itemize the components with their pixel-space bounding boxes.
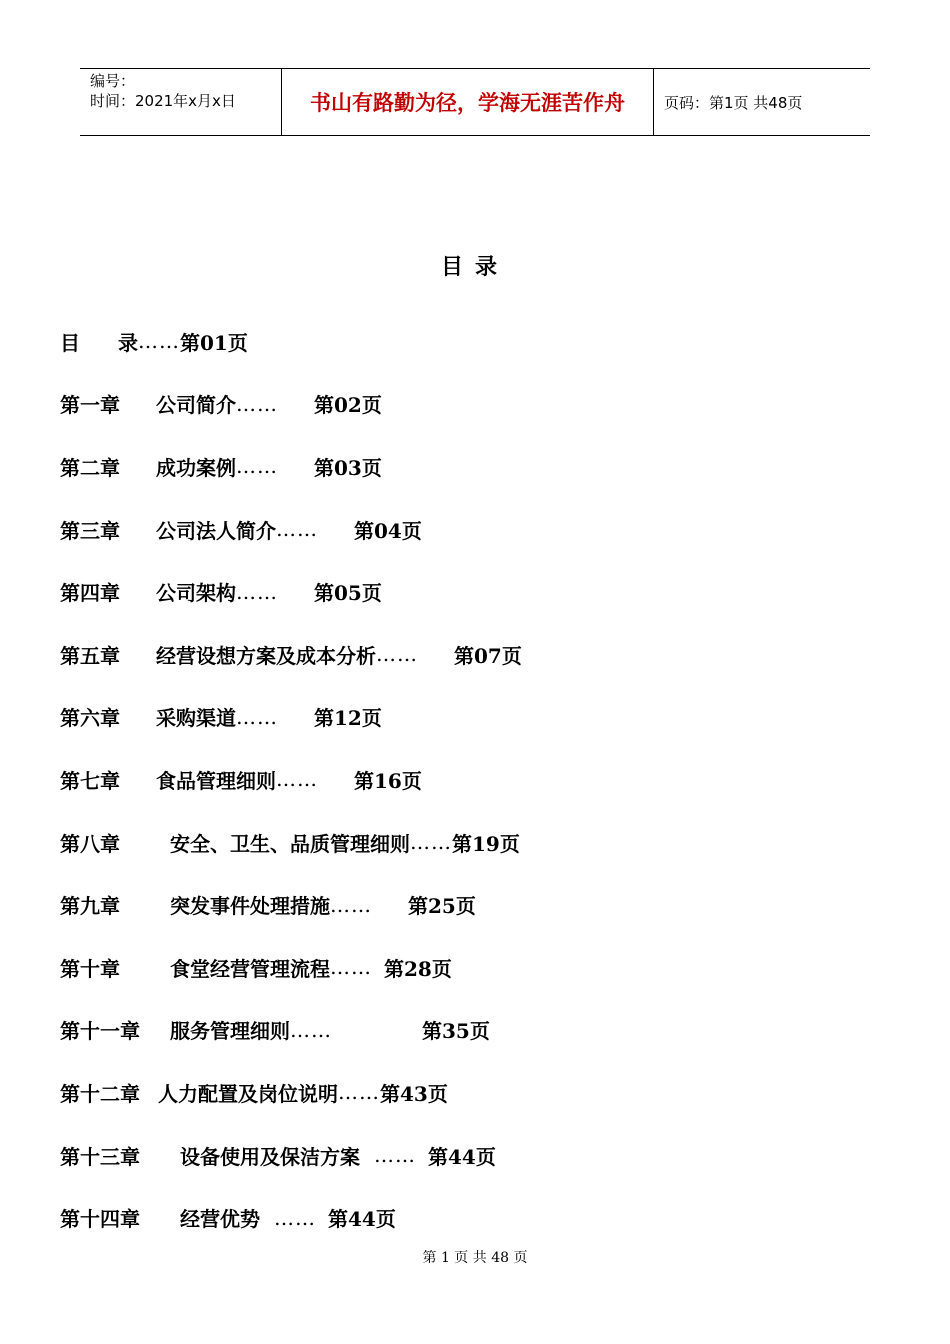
toc-chapter-number: 第二章: [60, 455, 120, 480]
toc-entry: [60, 373, 820, 436]
toc-chapter-title: 采购渠道: [156, 706, 236, 731]
toc-leader-dots: ……: [236, 454, 278, 479]
toc-entry: [60, 1124, 820, 1187]
document-number-label: 编号：: [90, 72, 136, 90]
toc-entry: [60, 811, 820, 874]
toc-page-number: 第02页: [314, 393, 382, 418]
toc-page-number: 第44页: [428, 1144, 496, 1169]
document-time-label: 时间：2021年x月x日: [90, 92, 236, 110]
toc-page-number: 第35页: [422, 1019, 490, 1044]
page-footer: 第 1 页 共 48 页: [422, 1250, 528, 1266]
header-page-info: 页码：第1页 共48页: [664, 93, 803, 112]
toc-leader-dots: ……: [236, 579, 278, 604]
toc-entry: [60, 435, 820, 498]
toc-chapter-number: 第三章: [60, 518, 120, 543]
toc-chapter-number: 第十二章: [60, 1081, 140, 1106]
toc-chapter-title: 成功案例: [156, 455, 236, 480]
toc-entry: [60, 560, 820, 623]
toc-chapter-title: 安全、卫生、品质管理细则: [170, 831, 410, 856]
toc-entry: [60, 936, 820, 999]
toc-entry: [60, 310, 820, 373]
toc-leader-dots: ……: [410, 830, 452, 855]
toc-page-number: 第03页: [314, 455, 382, 480]
toc-chapter-title: 公司架构: [156, 581, 236, 606]
toc-entry: [60, 873, 820, 936]
toc-chapter-title: 服务管理细则: [170, 1019, 290, 1044]
toc-title: 目录: [440, 254, 509, 280]
toc-leader-dots: ……: [338, 1080, 380, 1105]
toc-page-number: 第19页: [452, 831, 520, 856]
toc-page-number: 第25页: [408, 894, 476, 919]
toc-entry: [60, 748, 820, 811]
toc-chapter-title: 录: [118, 330, 138, 355]
toc-leader-dots: ……: [290, 1017, 332, 1042]
toc-page-number: 第43页: [380, 1081, 448, 1106]
toc-entry: [60, 498, 820, 561]
toc-leader-dots: ……: [274, 1205, 316, 1230]
toc-chapter-title: 突发事件处理措施: [170, 894, 330, 919]
toc-chapter-number: 第八章: [60, 831, 120, 856]
toc-leader-dots: ……: [276, 767, 318, 792]
toc-page-number: 第05页: [314, 581, 382, 606]
toc-chapter-number: 第十章: [60, 956, 120, 981]
toc-leader-dots: ……: [236, 391, 278, 416]
toc-entry: [60, 1186, 820, 1249]
toc-page-number: 第16页: [354, 768, 422, 793]
toc-chapter-title: 公司简介: [156, 393, 236, 418]
toc-page-number: 第28页: [384, 956, 452, 981]
toc-page-number: 第12页: [314, 706, 382, 731]
toc-leader-dots: ……: [276, 517, 318, 542]
header-meta: [80, 69, 282, 135]
toc-chapter-number: 第十三章: [60, 1144, 140, 1169]
toc-chapter-number: 第七章: [60, 768, 120, 793]
toc-page-number: 第44页: [328, 1207, 396, 1232]
toc-chapter-title: 经营设想方案及成本分析: [156, 643, 376, 668]
toc-entry: [60, 623, 820, 686]
toc-chapter-number: 第十一章: [60, 1019, 140, 1044]
toc-chapter-title: 经营优势: [180, 1207, 260, 1232]
toc-chapter-title: 公司法人简介: [156, 518, 276, 543]
toc-chapter-title: 设备使用及保洁方案: [180, 1144, 360, 1169]
toc-leader-dots: ……: [330, 955, 372, 980]
table-of-contents: [60, 310, 820, 1249]
toc-leader-dots: ……: [376, 642, 418, 667]
toc-entry: [60, 686, 820, 749]
toc-page-number: 第01页: [180, 330, 248, 355]
toc-entry: [60, 999, 820, 1062]
toc-chapter-number: 第五章: [60, 643, 120, 668]
toc-page-number: 第07页: [454, 643, 522, 668]
header-motto: 书山有路勤为径，学海无涯苦作舟: [282, 69, 654, 135]
toc-leader-dots: ……: [330, 892, 372, 917]
toc-chapter-number: 第十四章: [60, 1207, 140, 1232]
toc-chapter-title: 食品管理细则: [156, 768, 276, 793]
toc-chapter-title: 食堂经营管理流程: [170, 956, 330, 981]
toc-chapter-title: 人力配置及岗位说明: [158, 1081, 338, 1106]
toc-leader-dots: ……: [138, 329, 180, 354]
toc-chapter-number: 第六章: [60, 706, 120, 731]
toc-entry: [60, 1061, 820, 1124]
toc-chapter-number: 第九章: [60, 894, 120, 919]
toc-leader-dots: ……: [374, 1143, 416, 1168]
page-header: [80, 68, 870, 136]
toc-page-number: 第04页: [354, 518, 422, 543]
toc-leader-dots: ……: [236, 704, 278, 729]
toc-chapter-number: 目: [60, 330, 80, 355]
toc-chapter-number: 第四章: [60, 581, 120, 606]
toc-chapter-number: 第一章: [60, 393, 120, 418]
